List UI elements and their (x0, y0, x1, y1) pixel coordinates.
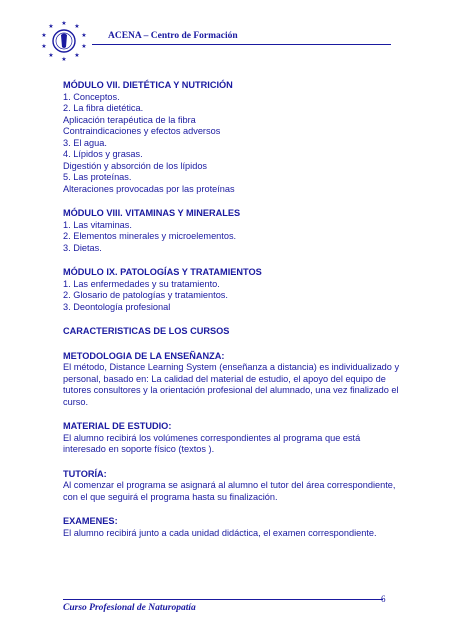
study-material-paragraph: El alumno recibirá los volúmenes correspondientes al programa que está interesado en soporte físico (textos ). (63, 432, 361, 454)
svg-text:★: ★ (74, 23, 80, 30)
study-material-heading: MATERIAL DE ESTUDIO: (63, 421, 172, 431)
svg-text:★: ★ (74, 52, 80, 59)
footer-text: Curso Profesional de Naturopatía (63, 603, 196, 613)
svg-text:★: ★ (41, 43, 47, 50)
footer-divider (63, 599, 383, 600)
list-item: 2. La fibra dietética. (63, 103, 144, 113)
course-features-heading: CARACTERISTICAS DE LOS CURSOS (63, 326, 230, 336)
module-vii-heading: MÓDULO VII. DIETÉTICA Y NUTRICIÓN (63, 80, 233, 90)
header-title: ACENA – Centro de Formación (108, 31, 238, 41)
list-item: Alteraciones provocadas por las proteínas (63, 183, 235, 194)
page-number: 6 (381, 594, 386, 604)
acena-logo-icon (33, 18, 95, 62)
header-divider (92, 44, 391, 45)
list-item: Aplicación terapéutica de la fibra (63, 114, 196, 125)
exams-section (63, 516, 403, 539)
svg-text:★: ★ (61, 56, 67, 62)
exams-heading: EXAMENES: (63, 516, 118, 526)
svg-text:★: ★ (81, 32, 87, 39)
list-item: 2. Elementos minerales y microelementos. (63, 231, 237, 241)
module-vii-section (63, 80, 403, 195)
tutoring-section (63, 469, 403, 504)
tutoring-paragraph: Al comenzar el programa se asignará al alumno el tutor del área correspondiente, con el que seguirá el programa hasta su finalización. (63, 480, 396, 502)
svg-text:★: ★ (41, 32, 47, 39)
svg-text:★: ★ (61, 20, 67, 27)
module-ix-section (63, 267, 403, 313)
exams-paragraph: El alumno recibirá junto a cada unidad didáctica, el examen correspondiente. (63, 527, 377, 538)
list-item: Contraindicaciones y efectos adversos (63, 126, 221, 136)
methodology-section (63, 351, 403, 409)
svg-text:★: ★ (48, 23, 54, 30)
svg-text:★: ★ (81, 43, 87, 50)
course-features-section (63, 326, 403, 338)
module-viii-section (63, 208, 403, 254)
list-item: 4. Lípidos y grasas. (63, 149, 143, 159)
methodology-heading: METODOLOGIA DE LA ENSEÑANZA: (63, 350, 225, 361)
document-body (63, 80, 403, 552)
list-item: 1. Conceptos. (63, 91, 120, 102)
list-item: Digestión y absorción de los lípidos (63, 160, 208, 171)
study-material-section (63, 421, 403, 456)
list-item: 3. Dietas. (63, 242, 102, 253)
svg-text:★: ★ (48, 52, 54, 59)
list-item: 3. El agua. (63, 137, 107, 148)
list-item: 2. Glosario de patologías y tratamientos. (63, 290, 228, 300)
list-item: 3. Deontología profesional (63, 301, 171, 312)
list-item: 1. Las vitaminas. (63, 219, 132, 230)
tutoring-heading: TUTORÍA: (63, 468, 107, 479)
module-ix-heading: MÓDULO IX. PATOLOGÍAS Y TRATAMIENTOS (63, 267, 262, 277)
list-item: 5. Las proteínas. (63, 172, 132, 182)
module-viii-heading: MÓDULO VIII. VITAMINAS Y MINERALES (63, 208, 241, 218)
methodology-paragraph: El método, Distance Learning System (enseñanza a distancia) es individualizado y personal, basado en: La calidad del material de estudio, el apoyo del equipo de tutores consultores y la orientación profesional del alumnado, una vez finalizado el curso. (63, 362, 400, 407)
list-item: 1. Las enfermedades y su tratamiento. (63, 278, 220, 289)
